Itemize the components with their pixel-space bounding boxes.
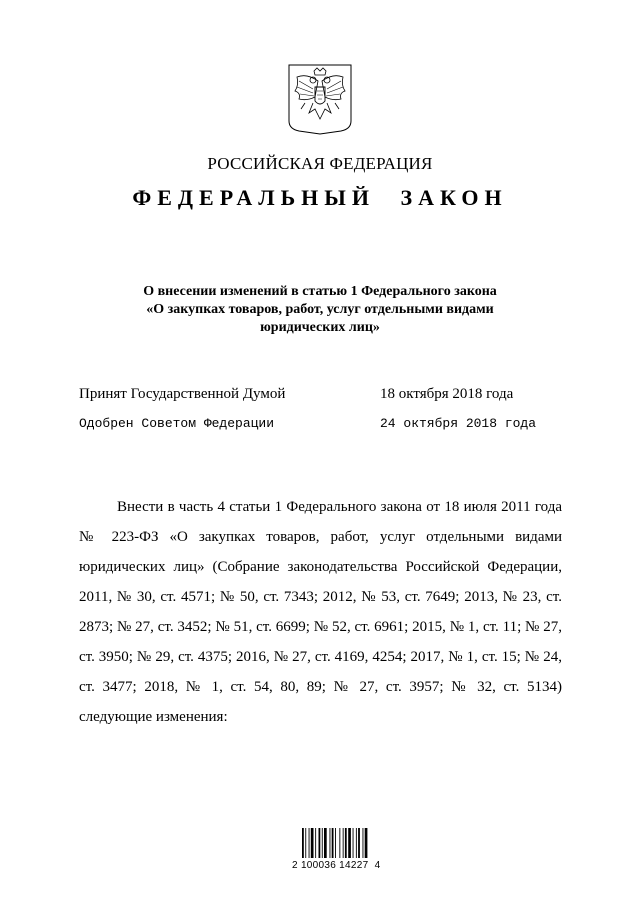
council-approval-date: 24 октября 2018 года — [380, 416, 537, 431]
duma-adoption-date: 18 октября 2018 года — [380, 386, 514, 402]
country-name: РОССИЙСКАЯ ФЕДЕРАЦИЯ — [207, 154, 433, 173]
barcode-number: 2 100036 14227 4 — [292, 860, 381, 871]
council-approval-row — [79, 416, 537, 431]
amendment-paragraph: Внести в часть 4 статьи 1 Федерального закона от 18 июля 2011 года № 223-ФЗ «О закупках товаров, работ, услуг отдельными видами юридических лиц» (Собрание законодательства Российской Федерации, 2011, № 30, ст. 4571; № 50, ст. 7343; 2012, № 53, ст. 7649; 2013, № 23, ст. 2873; № 27, ст. 3452; № 51, ст. 6699; № 52, ст. 6961; 2015, № 1, ст. 11; № 27, ст. 3950; № 29, ст. 4375; 2016, № 27, ст. 4169, 4254; 2017, № 1, ст. 15; № 24, ст. 3477; 2018, № 1, ст. 54, 80, 89; № 27, ст. 3957; № 32, ст. 5134) следующие изменения: — [79, 499, 562, 725]
document-type-title: ФЕДЕРАЛЬНЫЙ ЗАКОН — [132, 185, 508, 210]
subject-line: «О закупках товаров, работ, услуг отдельными видами — [146, 302, 494, 317]
subject-line: О внесении изменений в статью 1 Федерального закона — [143, 284, 497, 299]
council-approval-label: Одобрен Советом Федерации — [79, 416, 275, 431]
law-subject-title — [100, 283, 540, 337]
duma-adoption-label: Принят Государственной Думой — [79, 386, 286, 402]
russian-coat-of-arms-icon — [287, 63, 353, 135]
duma-adoption-row — [79, 386, 514, 403]
subject-line: юридических лиц» — [260, 320, 380, 335]
